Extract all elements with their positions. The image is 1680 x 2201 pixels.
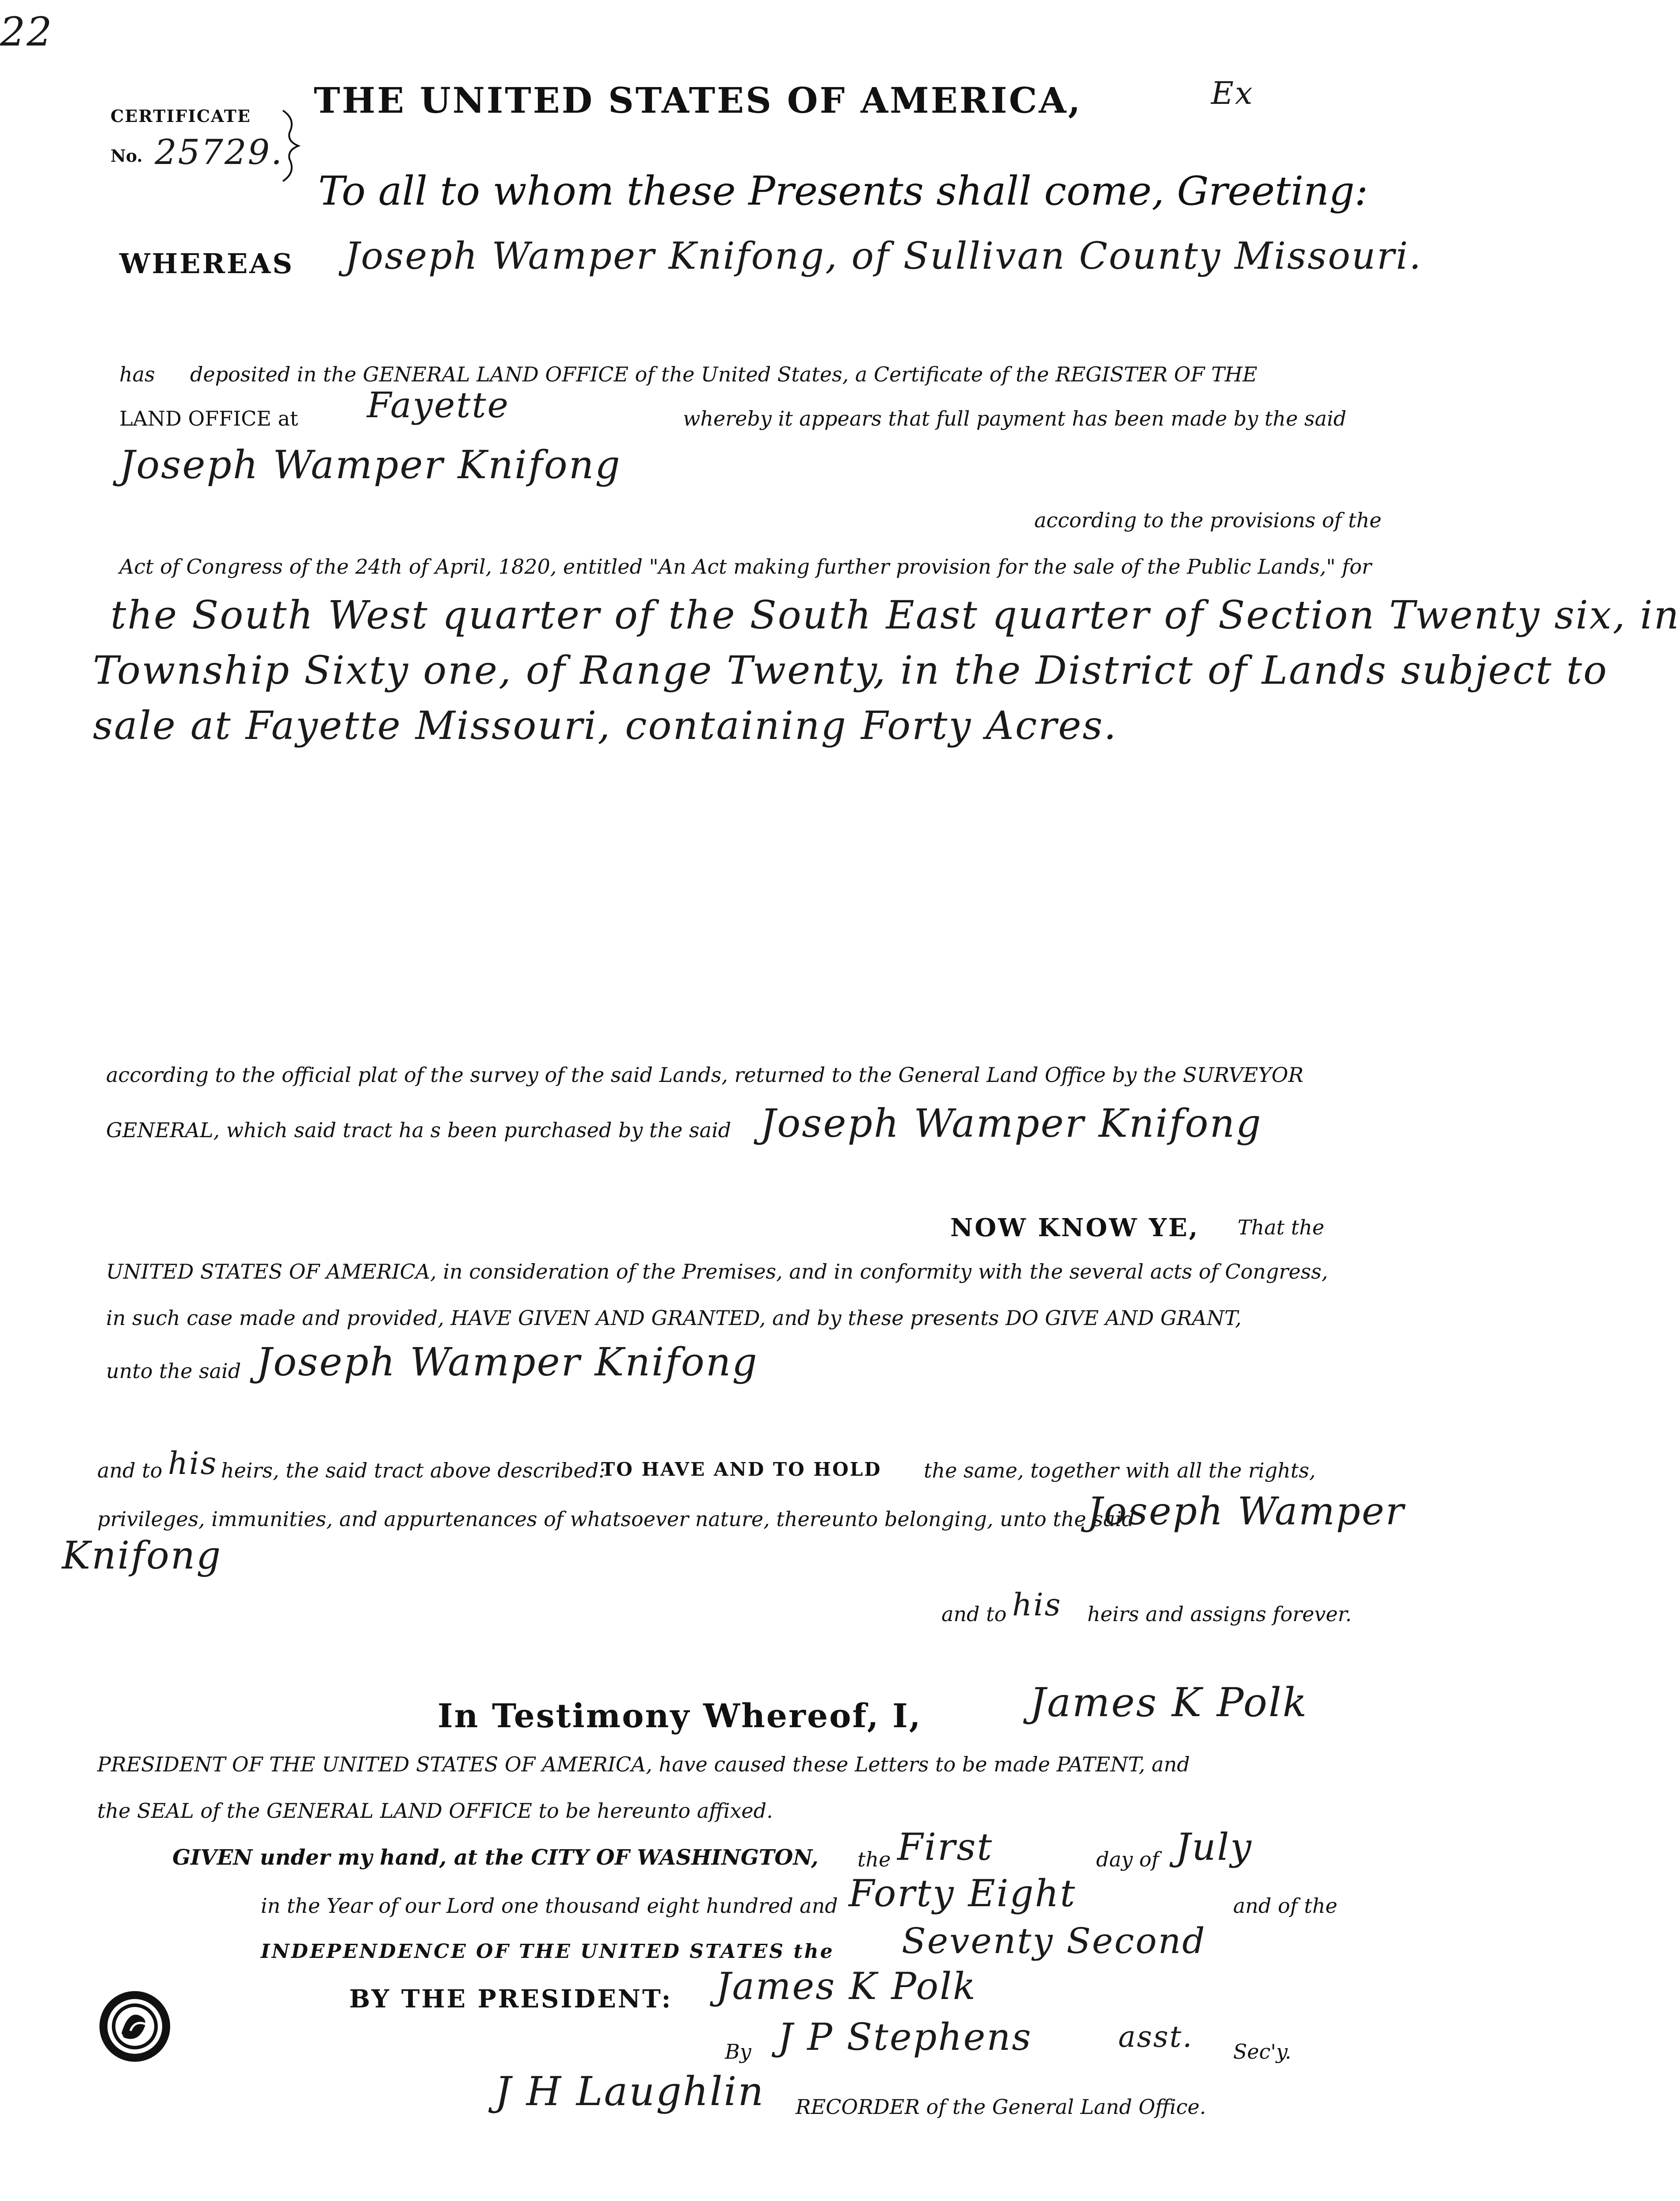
whereas-label: WHEREAS bbox=[119, 248, 294, 280]
secretary-label: Sec'y. bbox=[1233, 2040, 1291, 2064]
land-description-line-1: the South West quarter of the South East quarter of Section Twenty six, in bbox=[110, 592, 1680, 638]
now-know-ye: NOW KNOW YE, bbox=[950, 1213, 1200, 1242]
his-handwritten-2: his bbox=[1012, 1587, 1062, 1623]
grantee-name-3b: Knifong bbox=[62, 1534, 222, 1578]
independence-value: Seventy Second bbox=[902, 1920, 1206, 1961]
and-to-2: and to bbox=[941, 1602, 1007, 1626]
given-day: First bbox=[897, 1825, 994, 1869]
payer-name: Joseph Wamper Knifong bbox=[119, 442, 621, 487]
document-title: THE UNITED STATES OF AMERICA, bbox=[314, 80, 1082, 121]
land-office-place: Fayette bbox=[367, 385, 510, 426]
official-plat-line: according to the official plat of the survey of the said Lands, returned to the General Land Office by the SURVEYOR bbox=[106, 1063, 1304, 1087]
land-description-line-2: Township Sixty one, of Range Twenty, in the District of Lands subject to bbox=[93, 647, 1608, 693]
page-number: 22 bbox=[0, 9, 53, 55]
president-signature-2: James K Polk bbox=[716, 1965, 977, 2008]
consideration-line: UNITED STATES OF AMERICA, in consideration of the Premises, and in conformity with the several acts of Congress, bbox=[106, 1260, 1328, 1283]
body-line-2: whereby it appears that full payment has been made by the said bbox=[683, 407, 1347, 430]
body-line-4: according to the provisions of the bbox=[1034, 508, 1382, 532]
purchased-line: GENERAL, which said tract ha s been purchased by the said bbox=[106, 1118, 731, 1142]
land-office-label: LAND OFFICE at bbox=[119, 407, 298, 430]
patent-line: PRESIDENT OF THE UNITED STATES OF AMERICA, have caused these Letters to be made PATENT, and bbox=[97, 1752, 1190, 1776]
act-of-congress-line: Act of Congress of the 24th of April, 1820, entitled "An Act making further provision for the sale of the Public Lands," for bbox=[119, 555, 1371, 579]
year-line: in the Year of our Lord one thousand eight hundred and bbox=[261, 1894, 838, 1918]
habendum-clause: TO HAVE AND TO HOLD bbox=[601, 1458, 882, 1480]
greeting: To all to whom these Presents shall come, Greeting: bbox=[318, 168, 1368, 214]
purchaser-name: Joseph Wamper Knifong bbox=[760, 1100, 1262, 1146]
certificate-label: CERTIFICATE bbox=[110, 106, 251, 126]
certificate-no-label: No. bbox=[110, 146, 143, 166]
secretary-asst: asst. bbox=[1118, 2020, 1193, 2054]
grantee-name-2: Joseph Wamper Knifong bbox=[256, 1339, 758, 1385]
his-handwritten: his bbox=[168, 1445, 218, 1481]
by-the-president: BY THE PRESIDENT: bbox=[349, 1984, 673, 2014]
certificate-number: 25729. bbox=[155, 133, 283, 172]
president-signature-1: James K Polk bbox=[1030, 1679, 1308, 1726]
recorder-label: RECORDER of the General Land Office. bbox=[796, 2095, 1206, 2119]
privileges-line: privileges, immunities, and appurtenances of whatsoever nature, thereunto belonging, unto the said bbox=[97, 1507, 1135, 1531]
seal-line: the SEAL of the GENERAL LAND OFFICE to be hereunto affixed. bbox=[97, 1799, 773, 1823]
given-line: GIVEN under my hand, at the CITY OF WASHINGTON, bbox=[172, 1845, 819, 1870]
grantee-name-3a: Joseph Wamper bbox=[1087, 1489, 1405, 1534]
and-to: and to bbox=[97, 1458, 163, 1482]
land-description-line-3: sale at Fayette Missouri, containing Forty Acres. bbox=[93, 703, 1118, 748]
give-and-grant-line: in such case made and provided, HAVE GIVEN AND GRANTED, and by these presents DO GIVE AND GRANT, bbox=[106, 1306, 1242, 1330]
day-of: day of bbox=[1096, 1847, 1159, 1871]
recorder-signature: J H Laughlin bbox=[495, 2068, 765, 2115]
unto-the-said: unto the said bbox=[106, 1359, 241, 1383]
general-land-office-seal-icon bbox=[97, 1989, 172, 2064]
that-the: That the bbox=[1238, 1215, 1325, 1239]
grantee-name: Joseph Wamper Knifong, of Sullivan County Missouri. bbox=[345, 234, 1422, 278]
independence-line: INDEPENDENCE OF THE UNITED STATES the bbox=[261, 1940, 834, 1963]
certificate-brace-icon bbox=[278, 106, 305, 186]
year-value: Forty Eight bbox=[849, 1872, 1077, 1915]
secretary-signature: J P Stephens bbox=[778, 2015, 1032, 2059]
by-label: By bbox=[725, 2040, 751, 2064]
title-annotation: Ex bbox=[1211, 75, 1254, 111]
assigns-forever: heirs and assigns forever. bbox=[1087, 1602, 1352, 1626]
and-of-the: and of the bbox=[1233, 1894, 1337, 1918]
testimony-heading: In Testimony Whereof, I, bbox=[438, 1697, 922, 1735]
body-line-1: deposited in the GENERAL LAND OFFICE of the United States, a Certificate of the REGISTER OF THE bbox=[190, 362, 1257, 386]
heirs-line: heirs, the said tract above described: bbox=[221, 1458, 606, 1482]
given-month: July bbox=[1176, 1825, 1253, 1869]
given-the: the bbox=[857, 1847, 891, 1871]
text-has: has bbox=[119, 362, 155, 386]
rights-line: the same, together with all the rights, bbox=[924, 1458, 1316, 1482]
